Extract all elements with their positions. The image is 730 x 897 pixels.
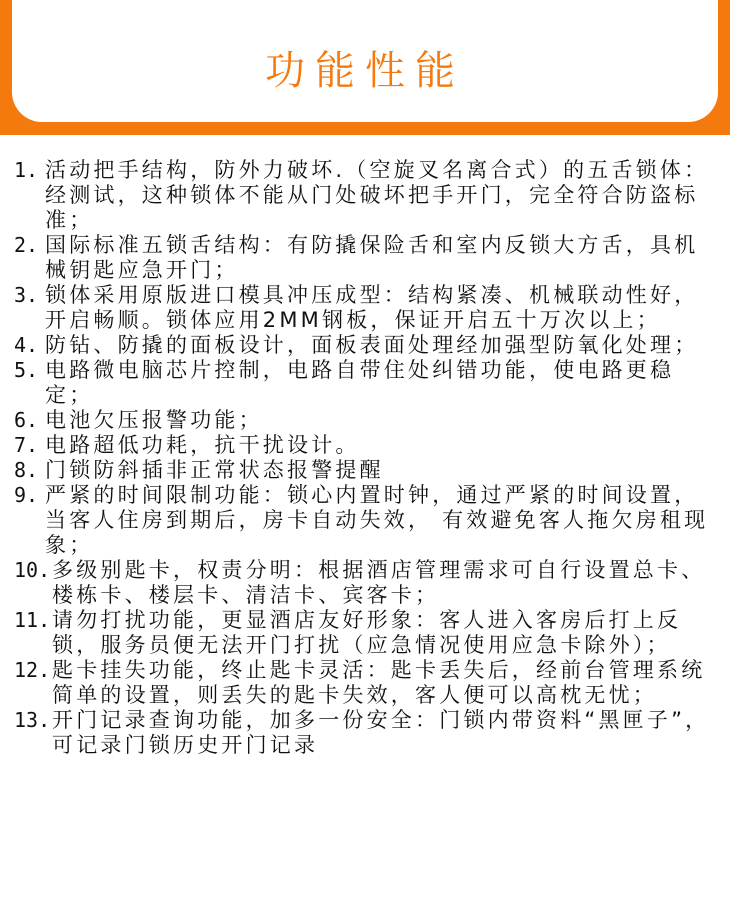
- item-number: 4.: [14, 333, 39, 357]
- item-text: 多级别匙卡，权责分明：根据酒店管理需求可自行设置总卡、楼栋卡、楼层卡、清洁卡、宾客卡；: [52, 558, 706, 607]
- page-title: 功能性能: [265, 48, 465, 94]
- list-item: [14, 483, 720, 558]
- header-banner: [0, 0, 730, 135]
- item-number: 2.: [14, 233, 39, 257]
- item-text: 活动把手结构，防外力破坏.（空旋叉名离合式）的五舌锁体：经测试，这种锁体不能从门处破坏把手开门，完全符合防盗标准；: [45, 158, 709, 232]
- item-number: 10.: [14, 558, 51, 582]
- list-item: [14, 158, 720, 233]
- item-text: 防钻、防撬的面板设计，面板表面处理经加强型防氧化处理；: [45, 333, 699, 357]
- list-item: [14, 708, 720, 758]
- item-text: 开门记录查询功能，加多一份安全：门锁内带资料“黑匣子”，可记录门锁历史开门记录: [52, 708, 710, 757]
- item-text: 国际标准五锁舌结构：有防撬保险舌和室内反锁大方舌，具机械钥匙应急开门；: [45, 233, 699, 282]
- item-text: 锁体采用原版进口模具冲压成型：结构紧凑、机械联动性好，开启畅顺。锁体应用2MM钢板，保证开启五十万次以上；: [45, 283, 699, 332]
- item-number: 9.: [14, 483, 39, 507]
- list-item: [14, 283, 720, 333]
- item-number: 7.: [14, 433, 39, 457]
- item-text: 电路微电脑芯片控制，电路自带住处纠错功能，使电路更稳定；: [45, 358, 675, 407]
- item-text: 门锁防斜插非正常状态报警提醒: [45, 458, 384, 482]
- item-text: 请勿打扰功能，更显酒店友好形象：客人进入客房后打上反锁，服务员便无法开门打扰（应急情况使用应急卡除外）；: [52, 608, 682, 657]
- item-text: 严紧的时间限制功能：锁心内置时钟，通过严紧的时间设置，当客人住房到期后，房卡自动失效， 有效避免客人拖欠房租现象；: [45, 483, 709, 557]
- list-item: [14, 433, 720, 458]
- item-text: 电路超低功耗，抗干扰设计。: [45, 433, 360, 457]
- header-panel: [12, 0, 718, 122]
- item-number: 11.: [14, 608, 51, 632]
- item-number: 3.: [14, 283, 39, 307]
- list-item: [14, 608, 720, 658]
- list-item: [14, 408, 720, 433]
- list-item: [14, 233, 720, 283]
- list-item: [14, 458, 720, 483]
- list-item: [14, 333, 720, 358]
- list-item: [14, 358, 720, 408]
- item-number: 1.: [14, 158, 39, 182]
- item-number: 5.: [14, 358, 39, 382]
- item-text: 匙卡挂失功能，终止匙卡灵活：匙卡丢失后，经前台管理系统简单的设置，则丢失的匙卡失效，客人便可以高枕无忧；: [52, 658, 706, 707]
- list-item: [14, 658, 720, 708]
- item-number: 6.: [14, 408, 39, 432]
- feature-list: [14, 158, 720, 758]
- item-number: 8.: [14, 458, 39, 482]
- item-text: 电池欠压报警功能；: [45, 408, 263, 432]
- item-number: 13.: [14, 708, 51, 732]
- list-item: [14, 558, 720, 608]
- item-number: 12.: [14, 658, 51, 682]
